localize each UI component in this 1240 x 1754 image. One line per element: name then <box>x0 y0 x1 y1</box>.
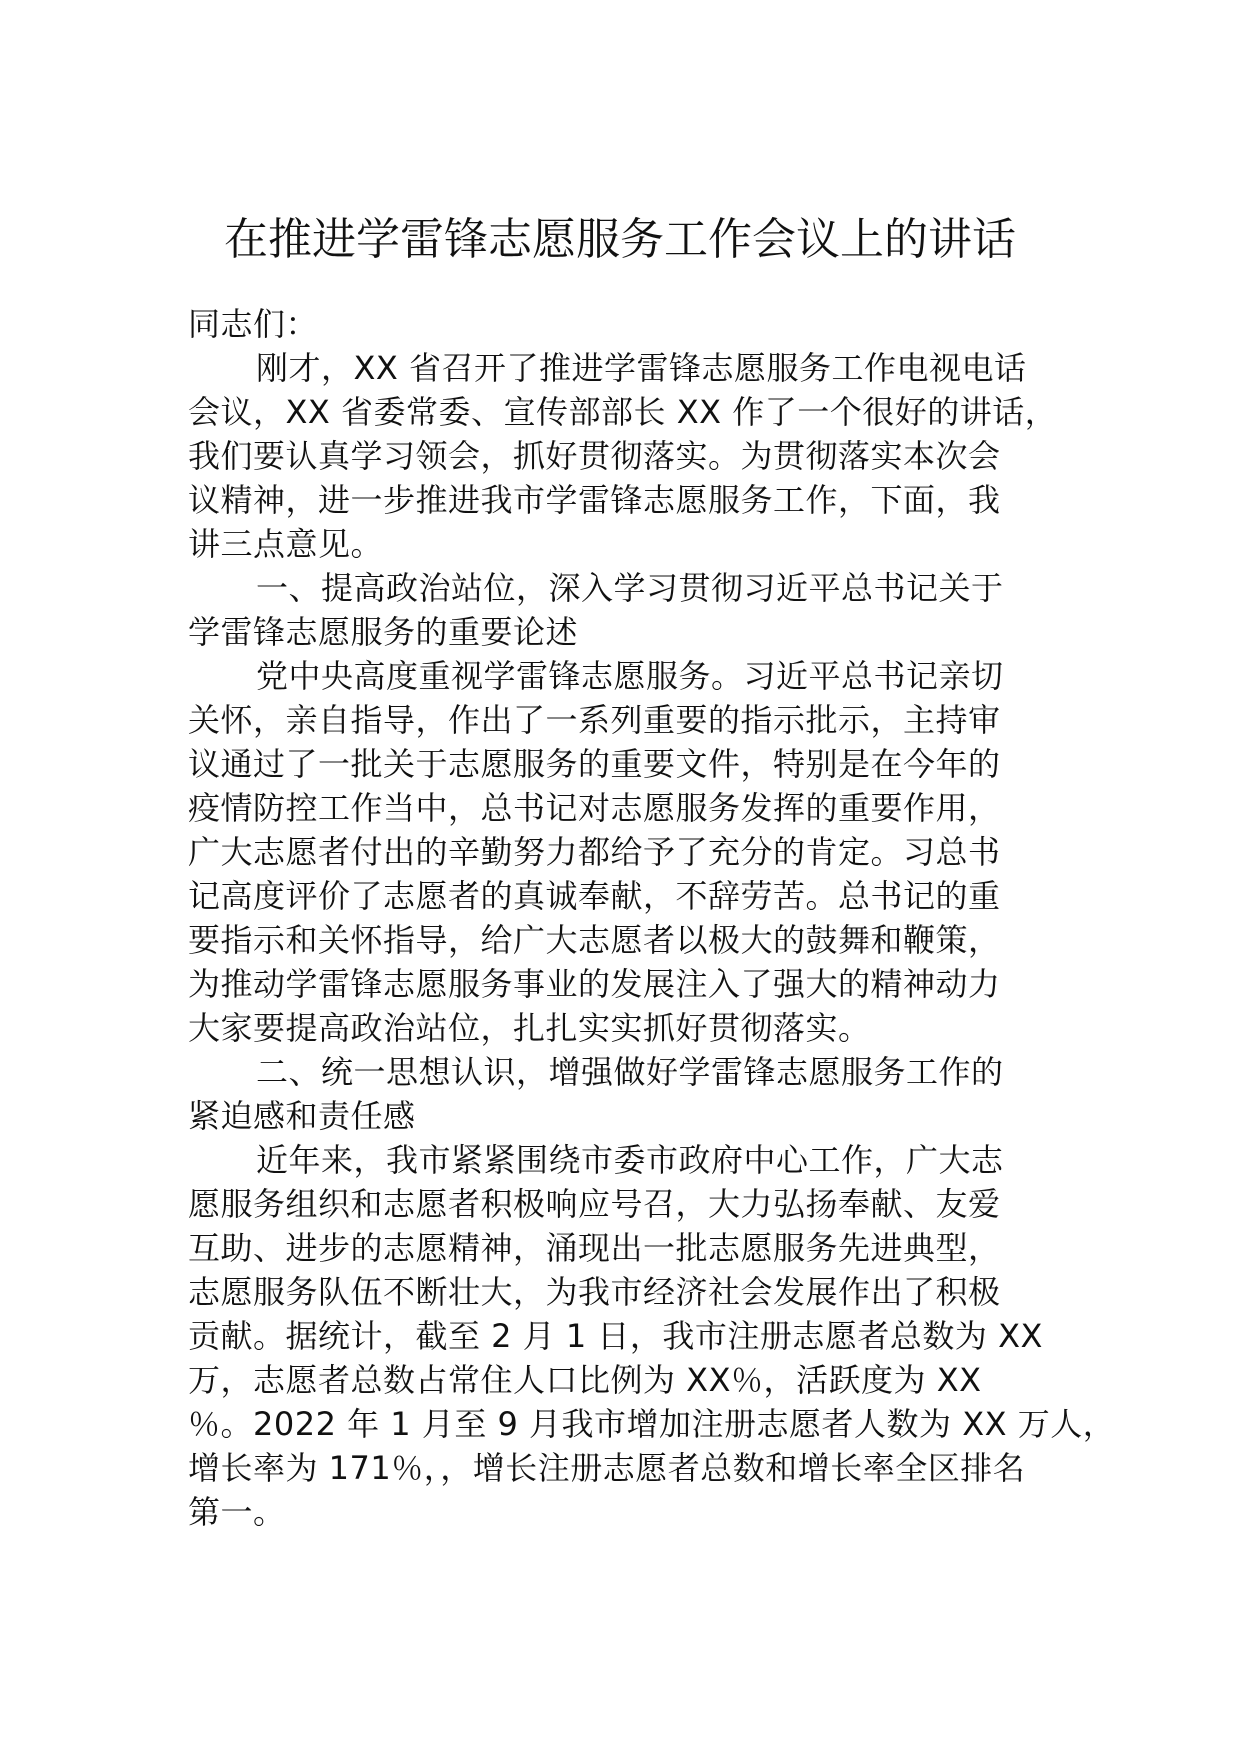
paragraph-line: 议精神，进一步推进我市学雷锋志愿服务工作，下面，我 <box>188 481 1001 519</box>
section-heading-line: 二、统一思想认识，增强做好学雷锋志愿服务工作的 <box>256 1053 1004 1091</box>
section-heading-line: 一、提高政治站位，深入学习贯彻习近平总书记关于 <box>256 569 1004 607</box>
paragraph-line: 近年来，我市紧紧围绕市委市政府中心工作，广大志 <box>256 1141 1004 1179</box>
paragraph-line: 会议，XX 省委常委、宣传部部长 XX 作了一个很好的讲话， <box>188 393 1058 431</box>
paragraph-line: 关怀，亲自指导，作出了一系列重要的指示批示，主持审 <box>188 701 1001 739</box>
paragraph-line: 大家要提高政治站位，扎扎实实抓好贯彻落实。 <box>188 1009 871 1047</box>
paragraph-line: 志愿服务队伍不断壮大，为我市经济社会发展作出了积极 <box>188 1273 1001 1311</box>
paragraph-line: 要指示和关怀指导，给广大志愿者以极大的鼓舞和鞭策， <box>188 921 1001 959</box>
paragraph-line: 记高度评价了志愿者的真诚奉献，不辞劳苦。总书记的重 <box>188 877 1001 915</box>
paragraph-line: 讲三点意见。 <box>188 525 384 563</box>
paragraph-line: 党中央高度重视学雷锋志愿服务。习近平总书记亲切 <box>256 657 1004 695</box>
salutation-line: 同志们： <box>188 305 319 343</box>
paragraph-line: ％。2022 年 1 月至 9 月我市增加注册志愿者人数为 XX 万人， <box>188 1405 1116 1443</box>
paragraph-line: 刚才，XX 省召开了推进学雷锋志愿服务工作电视电话 <box>256 349 1027 387</box>
paragraph-line: 疫情防控工作当中，总书记对志愿服务发挥的重要作用， <box>188 789 1001 827</box>
paragraph-line: 增长率为 171％，，增长注册志愿者总数和增长率全区排名 <box>188 1449 1026 1487</box>
paragraph-line: 愿服务组织和志愿者积极响应号召，大力弘扬奉献、友爱 <box>188 1185 1001 1223</box>
paragraph-line: 贡献。据统计，截至 2 月 1 日，我市注册志愿者总数为 XX <box>188 1317 1043 1355</box>
section-heading-line: 学雷锋志愿服务的重要论述 <box>188 613 579 651</box>
paragraph-line: 第一。 <box>188 1493 286 1531</box>
section-heading-line: 紧迫感和责任感 <box>188 1097 416 1135</box>
paragraph-line: 我们要认真学习领会，抓好贯彻落实。为贯彻落实本次会 <box>188 437 1001 475</box>
paragraph-line: 为推动学雷锋志愿服务事业的发展注入了强大的精神动力 <box>188 965 1001 1003</box>
paragraph-line: 广大志愿者付出的辛勤努力都给予了充分的肯定。习总书 <box>188 833 1001 871</box>
paragraph-line: 议通过了一批关于志愿服务的重要文件，特别是在今年的 <box>188 745 1001 783</box>
paragraph-line: 万，志愿者总数占常住人口比例为 XX％，活跃度为 XX <box>188 1361 982 1399</box>
paragraph-line: 互助、进步的志愿精神，涌现出一批志愿服务先进典型， <box>188 1229 1001 1267</box>
document-title: 在推进学雷锋志愿服务工作会议上的讲话 <box>224 214 1016 265</box>
